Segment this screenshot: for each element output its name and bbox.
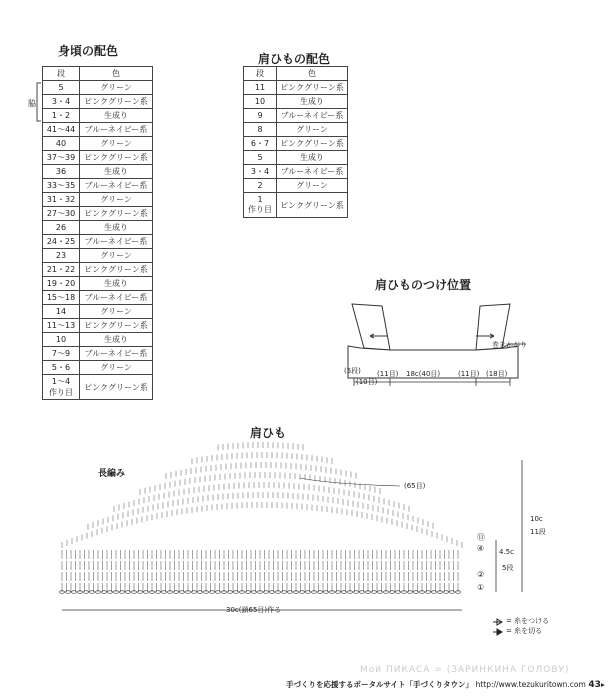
center-width-label: 18c(40目) (406, 370, 441, 378)
strap-color-table (243, 66, 348, 218)
color-cell: ブルーネイビー系 (80, 179, 153, 193)
table-row (244, 165, 348, 179)
row-range-cell: 23 (43, 249, 80, 263)
table-row (43, 291, 153, 305)
position-diagram-title: 肩ひものつけ位置 (375, 278, 472, 292)
row-range-cell: 10 (43, 333, 80, 347)
color-cell: グリーン (80, 249, 153, 263)
color-cell: グリーン (80, 137, 153, 151)
table-row (244, 179, 348, 193)
table-row (244, 81, 348, 95)
table-row (43, 361, 153, 375)
stitch-type-label: 長編み (98, 469, 126, 479)
row-range-cell: 14 (43, 305, 80, 319)
color-cell: グリーン (80, 193, 153, 207)
color-cell: ブルーネイビー系 (80, 123, 153, 137)
total-height-label: 10c (530, 515, 543, 523)
eleven-stitches-left-label: (11目) (377, 370, 399, 378)
table-row (43, 319, 153, 333)
table-row (43, 123, 153, 137)
table-row (43, 305, 153, 319)
strap-header-row: 段 (244, 67, 277, 81)
color-cell: グリーン (80, 361, 153, 375)
row-range-cell: 2 (244, 179, 277, 193)
side-bracket (34, 82, 42, 122)
table-row (43, 137, 153, 151)
table-row (43, 277, 153, 291)
legend-cut-label: = 糸を切る (506, 627, 543, 635)
part-height-rows-label: 5段 (502, 564, 514, 572)
color-cell: ピンクグリーン系 (80, 151, 153, 165)
table-row (43, 347, 153, 361)
color-cell: グリーン (80, 81, 153, 95)
table-row (244, 123, 348, 137)
row-range-cell: 1・2 (43, 109, 80, 123)
legend-cut-icon (492, 628, 504, 636)
table-row (43, 193, 153, 207)
body-header-color: 色 (80, 67, 153, 81)
table-row (244, 137, 348, 151)
color-cell: ピンクグリーン系 (80, 319, 153, 333)
color-cell: ブルーネイビー系 (277, 109, 348, 123)
color-cell: ピンクグリーン系 (80, 263, 153, 277)
color-cell: 生成り (277, 151, 348, 165)
row-range-cell: 5 (244, 151, 277, 165)
color-cell: グリーン (277, 123, 348, 137)
table-row (244, 95, 348, 109)
strap-table-title: 肩ひもの配色 (258, 52, 331, 66)
table-row (43, 207, 153, 221)
footer-url[interactable]: http://www.tezukuritown.com (475, 680, 586, 689)
table-row (43, 179, 153, 193)
strap-header-color: 色 (277, 67, 348, 81)
row-range-cell: 31・32 (43, 193, 80, 207)
color-cell: ピンクグリーン系 (277, 81, 348, 95)
row-range-cell: 7〜9 (43, 347, 80, 361)
color-cell: ブルーネイビー系 (80, 235, 153, 249)
table-row (244, 193, 348, 218)
table-row (43, 263, 153, 277)
part-height-label: 4.5c (499, 548, 514, 556)
row-range-cell: 24・25 (43, 235, 80, 249)
table-row (43, 221, 153, 235)
row-range-cell: 8 (244, 123, 277, 137)
five-rows-label: (5段) (344, 367, 361, 375)
table-row (43, 333, 153, 347)
eleven-stitches-right-label: (11目) (458, 370, 480, 378)
row-range-cell: 40 (43, 137, 80, 151)
strap-crochet-chart (0, 440, 610, 620)
row-range-cell: 33〜35 (43, 179, 80, 193)
row-range-cell: 41〜44 (43, 123, 80, 137)
body-table-title: 身頃の配色 (58, 44, 119, 58)
row-range-cell: 1〜4 作り目 (43, 375, 80, 400)
table-row (43, 95, 153, 109)
legend-attach-icon (492, 618, 504, 626)
row-range-cell: 5 (43, 81, 80, 95)
table-row (244, 109, 348, 123)
body-color-table (42, 66, 153, 400)
row-range-cell: 3・4 (244, 165, 277, 179)
body-header-row: 段 (43, 67, 80, 81)
color-cell: ピンクグリーン系 (80, 95, 153, 109)
total-height-rows-label: 11段 (530, 528, 546, 536)
marker-row-11: ⑪ (477, 533, 485, 542)
color-cell: 生成り (80, 165, 153, 179)
row-range-cell: 19・20 (43, 277, 80, 291)
width-label: 30c(鎖65目)作る (226, 606, 282, 614)
color-cell: グリーン (80, 305, 153, 319)
watermark: Мой ПИКАСА ∞ (ЗАРИНКИНА ГОЛОВУ) (360, 665, 570, 675)
table-row (43, 151, 153, 165)
marker-row-1: ① (477, 583, 485, 592)
row-range-cell: 37〜39 (43, 151, 80, 165)
row-range-cell: 5・6 (43, 361, 80, 375)
table-row (43, 235, 153, 249)
stitch-count-label: (65目) (404, 482, 426, 490)
row-range-cell: 11〜13 (43, 319, 80, 333)
marker-row-2: ② (477, 570, 485, 579)
row-range-cell: 26 (43, 221, 80, 235)
color-cell: ブルーネイビー系 (277, 165, 348, 179)
ten-stitches-label: (10目) (356, 378, 378, 386)
eighteen-stitches-label: (18目) (486, 370, 508, 378)
color-cell: ピンクグリーン系 (277, 137, 348, 151)
strap-chart-title: 肩ひも (250, 426, 287, 440)
footer-text: 手づくりを応援するポータルサイト「手づくりタウン」 (286, 680, 473, 689)
row-range-cell: 36 (43, 165, 80, 179)
color-cell: 生成り (80, 221, 153, 235)
row-range-cell: 21・22 (43, 263, 80, 277)
side-label: 脇 (28, 99, 36, 108)
color-cell: 生成り (80, 333, 153, 347)
color-cell: ブルーネイビー系 (80, 347, 153, 361)
row-range-cell: 27〜30 (43, 207, 80, 221)
table-row (43, 375, 153, 400)
row-range-cell: 3・4 (43, 95, 80, 109)
color-cell: ピンクグリーン系 (277, 193, 348, 218)
color-cell: ブルーネイビー系 (80, 291, 153, 305)
color-cell: 生成り (80, 277, 153, 291)
marker-row-4: ④ (477, 544, 485, 553)
page-number: 43 (588, 680, 601, 690)
row-range-cell: 6・7 (244, 137, 277, 151)
footer: 手づくりを応援するポータルサイト「手づくりタウン」 http://www.tezukuritown.com 43▸ (286, 680, 605, 690)
table-row (43, 249, 153, 263)
makigagari-label: 巻きかがり (492, 341, 527, 349)
table-row (244, 151, 348, 165)
row-range-cell: 1 作り目 (244, 193, 277, 218)
color-cell: ピンクグリーン系 (80, 375, 153, 400)
row-range-cell: 11 (244, 81, 277, 95)
table-row (43, 109, 153, 123)
row-range-cell: 10 (244, 95, 277, 109)
row-range-cell: 9 (244, 109, 277, 123)
table-row (43, 165, 153, 179)
legend-attach-label: = 糸をつける (506, 617, 550, 625)
color-cell: ピンクグリーン系 (80, 207, 153, 221)
row-range-cell: 15〜18 (43, 291, 80, 305)
table-row (43, 81, 153, 95)
color-cell: 生成り (277, 95, 348, 109)
color-cell: 生成り (80, 109, 153, 123)
color-cell: グリーン (277, 179, 348, 193)
